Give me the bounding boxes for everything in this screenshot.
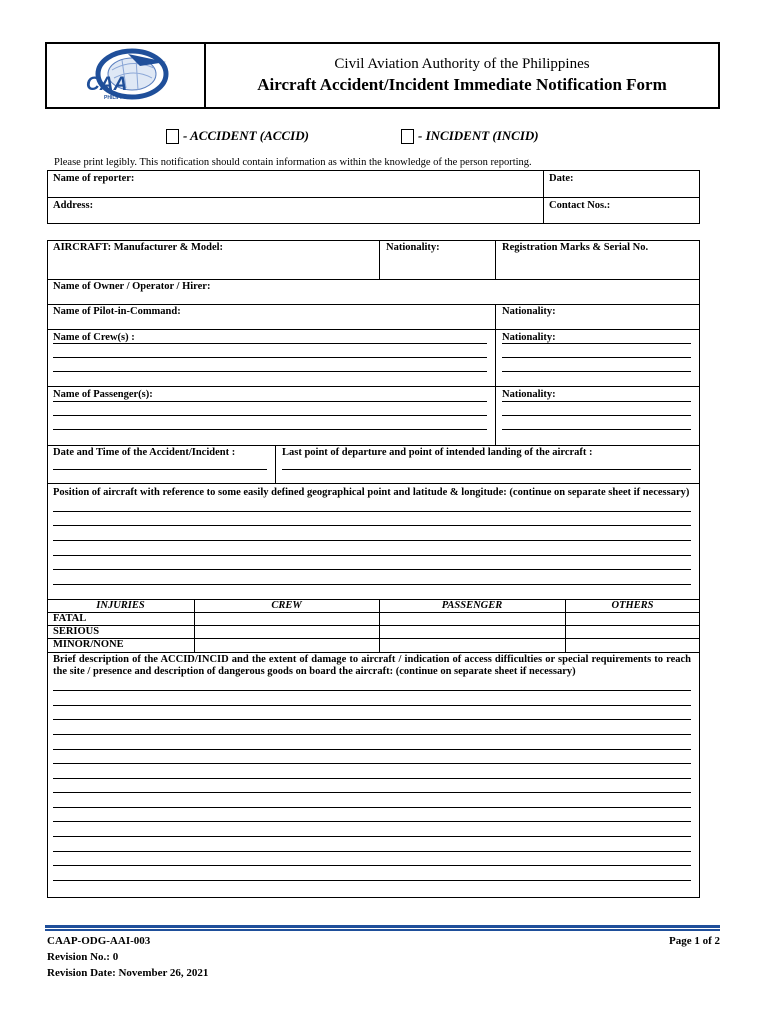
departure-label: Last point of departure and point of intended landing of the aircraft : [282,447,593,458]
pic-label: Name of Pilot-in-Command: [53,306,181,317]
accident-option[interactable] [166,128,309,144]
pic-nationality-label: Nationality: [502,306,556,317]
minor-row-label: MINOR/NONE [53,639,124,650]
report-date-label: Date: [549,173,574,184]
form-title: Aircraft Accident/Incident Immediate Notification Form [257,75,667,94]
datetime-label: Date and Time of the Accident/Incident : [53,447,236,458]
contact-label: Contact Nos.: [549,200,611,211]
passenger-header: PASSENGER [441,600,503,611]
incident-option[interactable] [401,128,539,144]
registration-label: Registration Marks & Serial No. [502,242,649,253]
accident-label: - ACCIDENT (ACCID) [183,128,309,143]
aircraft-nationality-label: Nationality: [386,242,440,253]
incident-label: - INCIDENT (INCID) [418,128,539,143]
description-label: Brief description of the ACCID/INCID and the extent of damage to aircraft / indication of access difficulties or special requirements to reach the site / presence and description of dangerous goods on board the aircraft: (continue on separate sheet if necessary) [53,654,691,677]
caap-logo [47,44,206,107]
crew-label: Name of Crew(s) : [53,332,135,343]
form-code: CAAP-ODG-AAI-003 [47,935,151,947]
fatal-row-label: FATAL [53,613,87,624]
title-cell [206,44,718,107]
injuries-header: INJURIES [96,600,145,611]
revision-date: Revision Date: November 26, 2021 [47,967,209,979]
passenger-nationality-label: Nationality: [502,389,556,400]
crew-nationality-label: Nationality: [502,332,556,343]
owner-label: Name of Owner / Operator / Hirer: [53,281,211,292]
page-number: Page 1 of 2 [668,935,720,947]
svg-text:PHILIPPINES: PHILIPPINES [103,94,135,101]
svg-text:CAA: CAA [85,73,127,95]
accident-checkbox[interactable] [166,129,179,144]
footer-rule-thin [45,929,720,931]
incident-checkbox[interactable] [401,129,414,144]
crew-header: CREW [271,600,302,611]
form-header [45,42,720,109]
instruction-text: Please print legibly. This notification should contain information as within the knowledge of the person reporting. [54,157,532,168]
reporter-name-label: Name of reporter: [53,173,135,184]
position-label: Position of aircraft with reference to some easily defined geographical point and latitude & longitude: (continue on separate sheet if necessary) [53,487,690,498]
serious-row-label: SERIOUS [53,626,100,637]
manufacturer-label: AIRCRAFT: Manufacturer & Model: [53,242,224,253]
organization-name: Civil Aviation Authority of the Philippines [334,56,590,72]
footer-rule [45,925,720,928]
others-header: OTHERS [611,600,654,611]
passenger-label: Name of Passenger(s): [53,389,153,400]
revision-number: Revision No.: 0 [47,951,119,963]
address-label: Address: [53,200,94,211]
